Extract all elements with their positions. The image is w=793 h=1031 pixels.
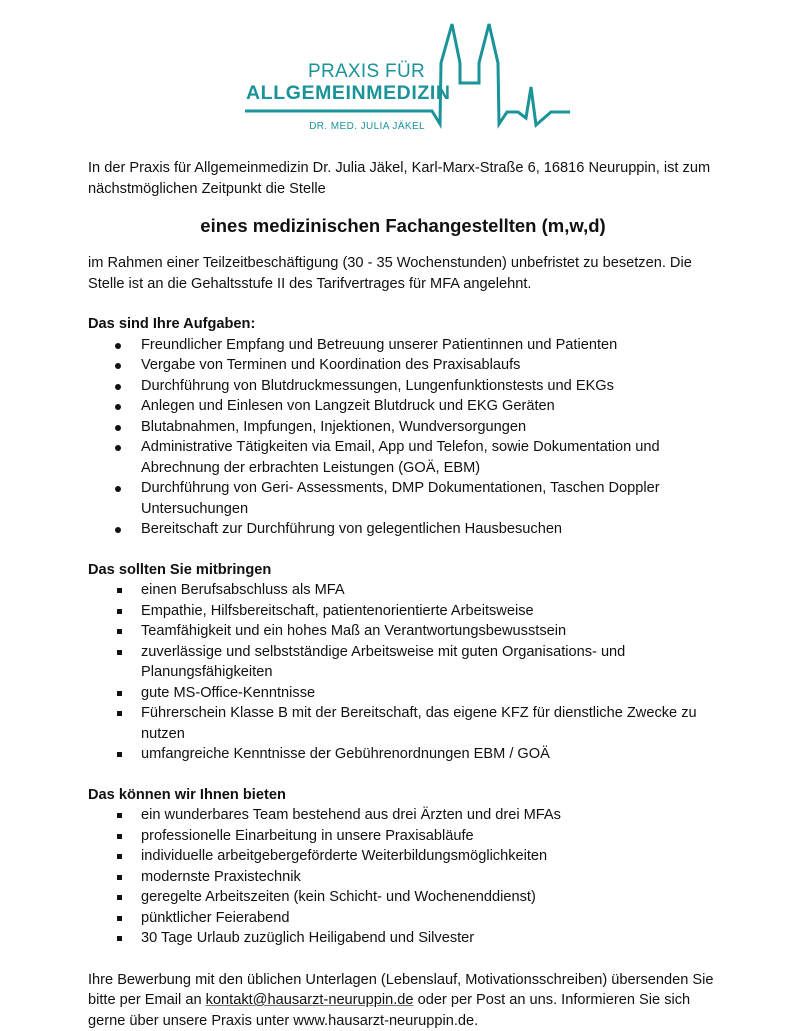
section-heading-benefits: Das können wir Ihnen bieten [88, 785, 718, 806]
requirements-list [88, 580, 718, 765]
list-item: Freundlicher Empfang und Betreuung unserer Patientinnen und Patienten [88, 335, 718, 356]
list-item: zuverlässige und selbstständige Arbeitsweise mit guten Organisations- und Planungsfähigkeiten [88, 642, 718, 683]
closing-text-1: Ihre Bewerbung mit den üblichen Unterlagen (Lebenslauf, Motivationsschreiben) übersenden Sie bitte per Email an [88, 972, 713, 1009]
list-item: Durchführung von Geri- Assessments, DMP Dokumentationen, Taschen Doppler Untersuchungen [88, 478, 718, 519]
job-title: eines medizinischen Fachangestellten (m,w,d) [88, 214, 718, 238]
section-heading-requirements: Das sollten Sie mitbringen [88, 560, 718, 581]
list-item: Durchführung von Blutdruckmessungen, Lungenfunktionstests und EKGs [88, 376, 718, 397]
closing-text-2: oder per Post an uns. Informieren Sie sich gerne über unsere Praxis unter www.hausarzt-neuruppin.de. [88, 992, 690, 1029]
list-item: Anlegen und Einlesen von Langzeit Blutdruck und EKG Geräten [88, 396, 718, 417]
logo-line-1: PRAXIS FÜR [308, 62, 425, 81]
list-item: pünktlicher Feierabend [88, 908, 718, 929]
tasks-list [88, 335, 718, 540]
list-item: Empathie, Hilfsbereitschaft, patientenorientierte Arbeitsweise [88, 601, 718, 622]
list-item: geregelte Arbeitszeiten (kein Schicht- und Wochenenddienst) [88, 887, 718, 908]
list-item: individuelle arbeitgebergeförderte Weiterbildungsmöglichkeiten [88, 846, 718, 867]
list-item: Bereitschaft zur Durchführung von gelegentlichen Hausbesuchen [88, 519, 718, 540]
intro-text: In der Praxis für Allgemeinmedizin Dr. Julia Jäkel, Karl-Marx-Straße 6, 16816 Neuruppin, ist zum nächstmöglichen Zeitpunkt die Stelle [88, 158, 718, 199]
logo-line-2: ALLGEMEINMEDIZIN [246, 84, 451, 104]
logo-subtitle: DR. MED. JULIA JÄKEL [309, 122, 425, 132]
section-heading-tasks: Das sind Ihre Aufgaben: [88, 314, 718, 335]
job-description: im Rahmen einer Teilzeitbeschäftigung (30 - 35 Wochenstunden) unbefristet zu besetzen. Die Stelle ist an die Gehaltsstufe II des Tarifvertrages für MFA angelehnt. [88, 253, 718, 294]
practice-logo [0, 0, 793, 140]
list-item: Führerschein Klasse B mit der Bereitschaft, das eigene KFZ für dienstliche Zwecke zu nutzen [88, 703, 718, 744]
list-item: Administrative Tätigkeiten via Email, App und Telefon, sowie Dokumentation und Abrechnung der erbrachten Leistungen (GOÄ, EBM) [88, 437, 718, 478]
list-item: Teamfähigkeit und ein hohes Maß an Verantwortungsbewusstsein [88, 621, 718, 642]
email-link[interactable]: kontakt@hausarzt-neuruppin.de [206, 992, 414, 1008]
list-item: einen Berufsabschluss als MFA [88, 580, 718, 601]
list-item: umfangreiche Kenntnisse der Gebührenordnungen EBM / GOÄ [88, 744, 718, 765]
list-item: gute MS-Office-Kenntnisse [88, 683, 718, 704]
list-item: modernste Praxistechnik [88, 867, 718, 888]
benefits-list [88, 805, 718, 949]
list-item: Vergabe von Terminen und Koordination des Praxisablaufs [88, 355, 718, 376]
job-posting [88, 158, 718, 1031]
closing-paragraph [88, 970, 718, 1031]
list-item: ein wunderbares Team bestehend aus drei Ärzten und drei MFAs [88, 805, 718, 826]
list-item: professionelle Einarbeitung in unsere Praxisabläufe [88, 826, 718, 847]
list-item: Blutabnahmen, Impfungen, Injektionen, Wundversorgungen [88, 417, 718, 438]
list-item: 30 Tage Urlaub zuzüglich Heiligabend und Silvester [88, 928, 718, 949]
